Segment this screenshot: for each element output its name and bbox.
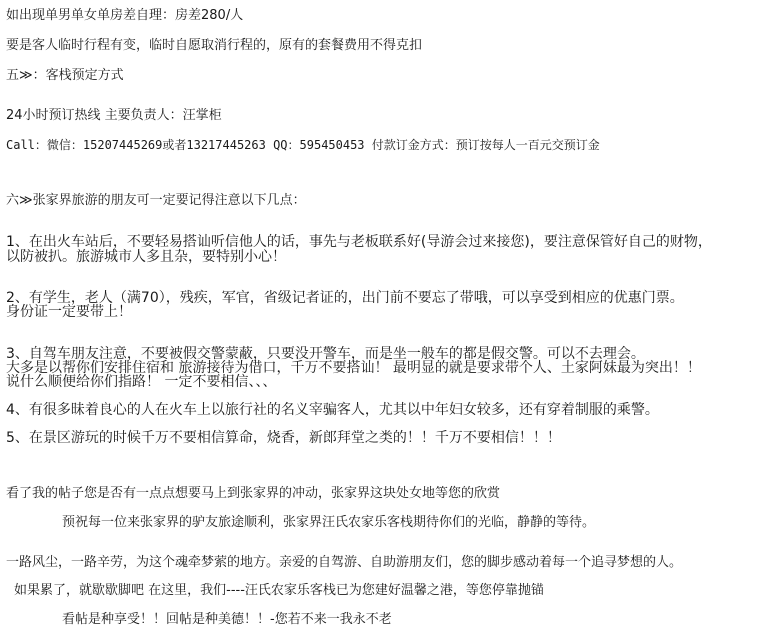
text-line-wishes: 预祝每一位来张家界的驴友旅途顺利，张家界汪氏农家乐客栈期待你们的光临，静静的等待。: [62, 515, 596, 530]
text-line-cancellation: 要是客人临时行程有变，临时自愿取消行程的，原有的套餐费用不得克扣: [6, 38, 423, 53]
note-1-line-1: 1、在出火车站后，不要轻易搭讪听信他人的话，事先与老板联系好(导游会过来接您)，要注意保管好自己的财物，: [6, 234, 712, 250]
note-3-line-3: 说什么顺便给你们指路！ 一定不要相信、、、: [6, 374, 277, 390]
note-2-line-2: 身份证一定要带上！: [6, 304, 132, 320]
text-line-signoff: 看帖是种享受！！回帖是种美德！！-您若不来一我永不老: [62, 612, 392, 627]
text-line-welcome: 如果累了，就歇歇脚吧 在这里，我们----汪氏农家乐客栈已为您建好温馨之港，等您停靠抛锚: [14, 583, 544, 598]
text-line-journey: 一路风尘，一路辛劳，为这个魂牵梦萦的地方。亲爱的自驾游、自助游朋友们，您的脚步感动着每一个追寻梦想的人。: [6, 555, 683, 570]
note-4: 4、有很多昧着良心的人在火车上以旅行社的名义宰骗客人，尤其以中年妇女较多，还有穿着制服的乘警。: [6, 402, 659, 418]
text-line-contact: Call：微信：15207445269或者13217445263 QQ：595450453 付款订金方式：预订按每人一百元交预订金: [6, 138, 600, 152]
text-line-price-supplement: 如出现单男单女单房差自理：房差280/人: [6, 8, 244, 23]
note-5: 5、在景区游玩的时候千万不要相信算命，烧香，新郎拜堂之类的！！千万不要相信！！！: [6, 430, 561, 446]
text-line-invitation: 看了我的帖子您是否有一点点想要马上到张家界的冲动，张家界这块处女地等您的欣赏: [6, 486, 501, 501]
text-line-hotline: 24小时预订热线 主要负责人：汪掌柜: [6, 108, 222, 123]
note-2-line-1: 2、有学生，老人（满70），残疾，军官，省级记者证的，出门前不要忘了带哦，可以享受到相应的优惠门票。: [6, 290, 684, 306]
note-3-line-2: 大多是以帮你们安排住宿和 旅游接待为借口，千万不要搭讪！ 最明显的就是要求带个人、土家阿妹最为突出！！: [6, 360, 701, 376]
note-3-line-1: 3、自驾车朋友注意，不要被假交警蒙蔽，只要没开警车，而是坐一般车的都是假交警。可以不去理会。: [6, 346, 645, 362]
section-heading-booking: 五≫：客栈预定方式: [6, 68, 124, 83]
note-1-line-2: 以防被扒。旅游城市人多且杂，要特别小心！: [6, 249, 286, 265]
section-heading-notes: 六≫张家界旅游的朋友可一定要记得注意以下几点：: [6, 193, 306, 208]
